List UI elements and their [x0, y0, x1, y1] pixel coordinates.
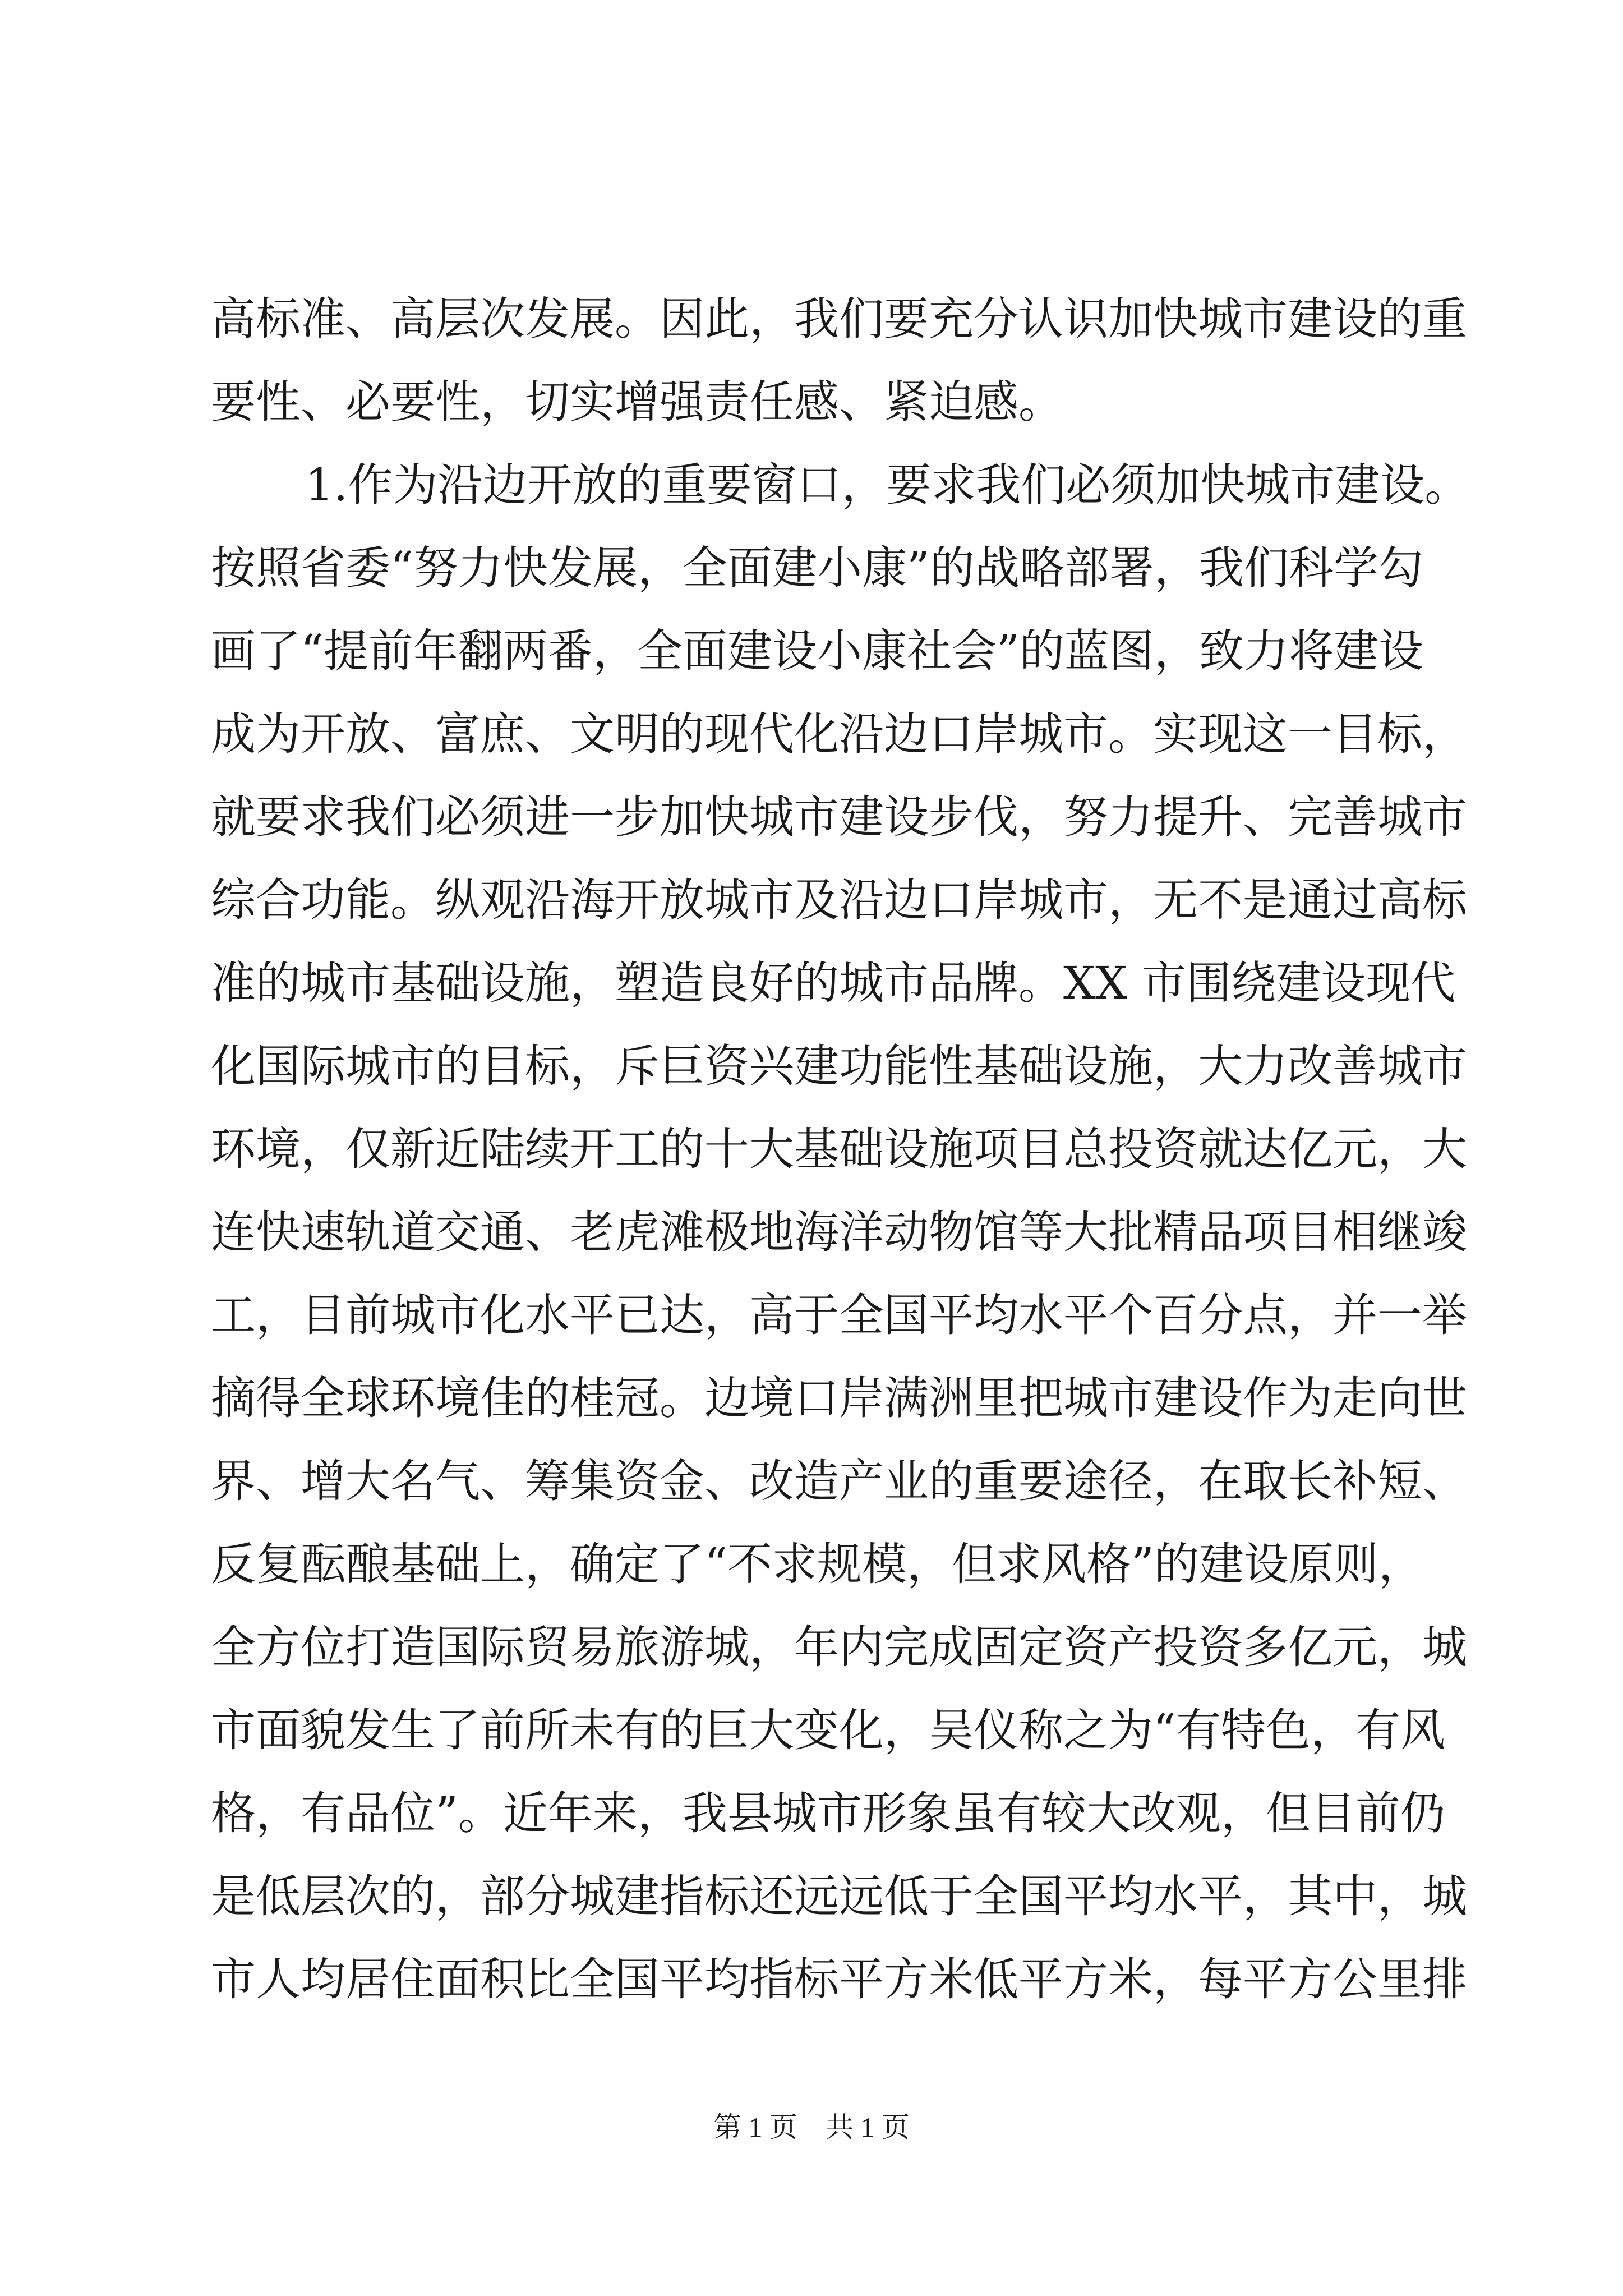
text-line: 是低层次的，部分城建指标还远远低于全国平均水平，其中，城 [211, 1870, 1467, 1922]
text-line: 综合功能。纵观沿海开放城市及沿边口岸城市，无不是通过高标 [211, 874, 1467, 926]
text-line: 准的城市基础设施，塑造良好的城市品牌。XX 市围绕建设现代 [211, 957, 1456, 1009]
text-line: 市面貌发生了前所未有的巨大变化，吴仪称之为“有特色，有风 [211, 1704, 1445, 1756]
text-line: 要性、必要性，切实增强责任感、紧迫感。 [211, 376, 1063, 428]
text-line: 市人均居住面积比全国平均指标平方米低平方米，每平方公里排 [211, 1953, 1467, 2005]
text-line: 反复酝酿基础上，确定了“不求规模，但求风格”的建设原则， [211, 1538, 1423, 1590]
text-line: 全方位打造国际贸易旅游城，年内完成固定资产投资多亿元，城 [211, 1621, 1467, 1673]
text-line: 成为开放、富庶、文明的现代化沿边口岸城市。实现这一目标， [211, 708, 1467, 760]
text-line: 工，目前城市化水平已达，高于全国平均水平个百分点，并一举 [211, 1289, 1467, 1341]
text-line: 画了“提前年翻两番，全面建设小康社会”的蓝图，致力将建设 [211, 625, 1423, 677]
page-number-footer: 第 1 页 共 1 页 [713, 2111, 910, 2143]
paragraph-first-line: 1.作为沿边开放的重要窗口，要求我们必须加快城市建设。 [305, 459, 1470, 511]
text-line: 环境，仅新近陆续开工的十大基础设施项目总投资就达亿元，大 [211, 1123, 1467, 1175]
text-line: 摘得全球环境佳的桂冠。边境口岸满洲里把城市建设作为走向世 [211, 1372, 1467, 1424]
text-line: 高标准、高层次发展。因此，我们要充分认识加快城市建设的重 [211, 293, 1467, 345]
text-line: 界、增大名气、筹集资金、改造产业的重要途径，在取长补短、 [211, 1455, 1467, 1507]
text-line: 按照省委“努力快发展，全面建小康”的战略部署，我们科学勾 [211, 542, 1423, 594]
text-line: 就要求我们必须进一步加快城市建设步伐，努力提升、完善城市 [211, 791, 1467, 843]
text-line: 化国际城市的目标，斥巨资兴建功能性基础设施，大力改善城市 [211, 1040, 1467, 1092]
text-line: 连快速轨道交通、老虎滩极地海洋动物馆等大批精品项目相继竣 [211, 1206, 1467, 1258]
text-line: 格，有品位”。近年来，我县城市形象虽有较大改观，但目前仍 [211, 1787, 1445, 1839]
